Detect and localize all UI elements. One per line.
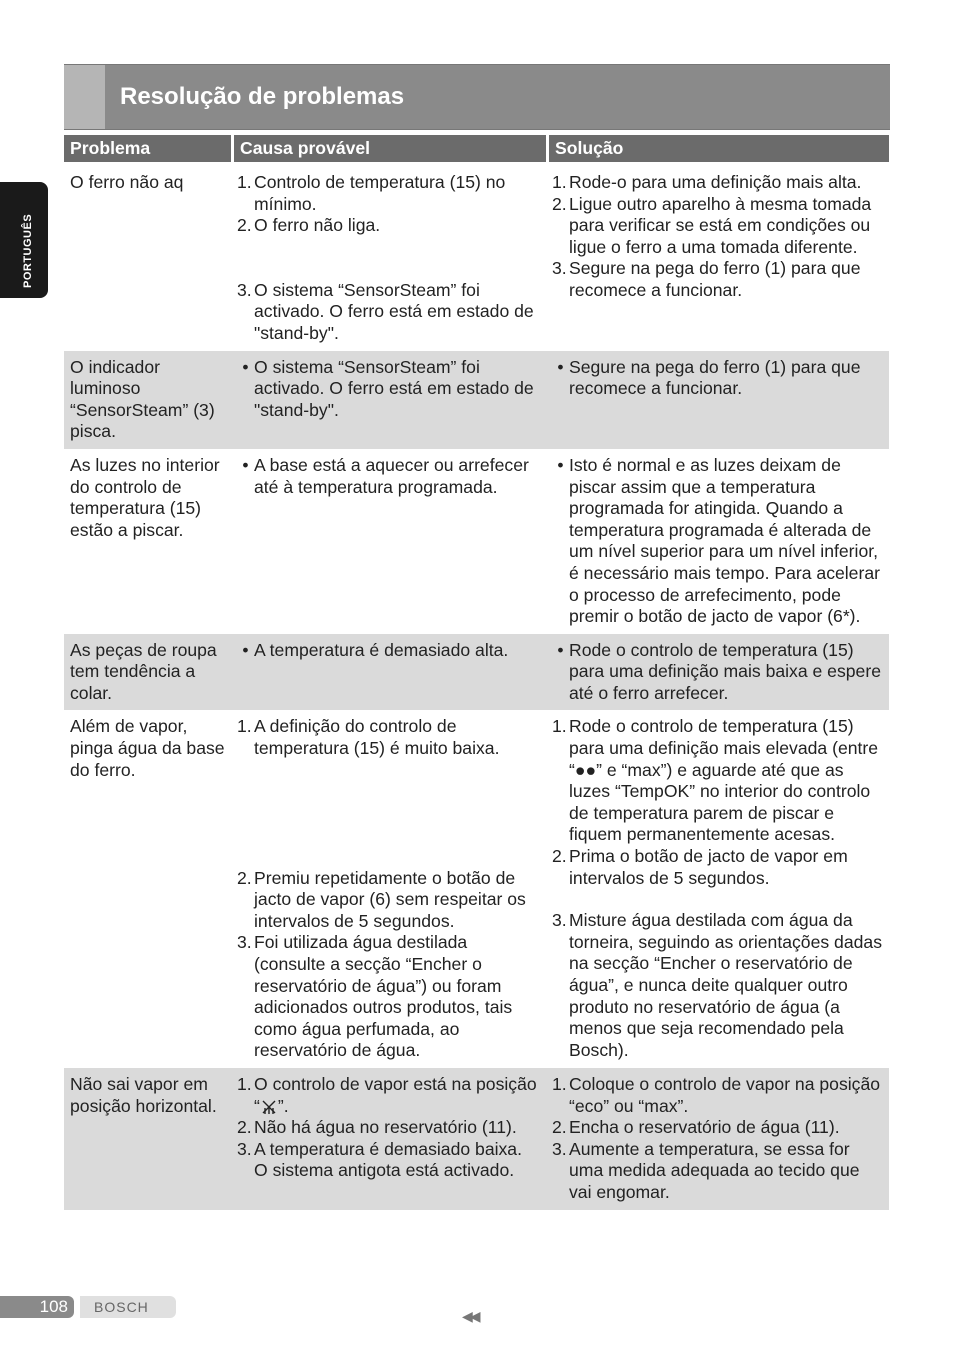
problem-cell: O indicador luminoso “SensorSteam” (3) pisca. <box>64 351 231 449</box>
cause-cell <box>231 351 546 449</box>
table-row <box>64 1068 889 1210</box>
column-header-problem: Problema <box>64 135 231 162</box>
list-item: 2. Prima o botão de jacto de vapor em intervalos de 5 segundos. <box>552 846 848 888</box>
list-item: 3. Misture água destilada com água da torneira, seguindo as orientações dadas na secção “Encher o reservatório de água”, e nunca deite qualquer outro produto no reservatório de água (a menos que seja recomendado pela Bosch). <box>552 910 882 1060</box>
list-item: 3. Segure na pega do ferro (1) para que recomece a funcionar. <box>552 258 861 300</box>
solution-cell <box>546 1068 889 1210</box>
column-header-solution: Solução <box>546 135 889 162</box>
section-banner <box>64 64 890 130</box>
problem-cell: As peças de roupa tem tendência a colar. <box>64 634 231 711</box>
table-header-row <box>64 135 889 162</box>
cause-cell <box>231 710 546 1068</box>
problem-cell: Não sai vapor em posição horizontal. <box>64 1068 231 1210</box>
table-row <box>64 710 889 1068</box>
list-item: 1. Rode-o para uma definição mais alta. <box>552 172 862 192</box>
list-item: 2. O ferro não liga. <box>237 215 381 236</box>
problem-cell: As luzes no interior do controlo de temperatura (15) estão a piscar. <box>70 454 220 540</box>
solution-cell <box>546 449 889 634</box>
list-item: • Segure na pega do ferro (1) para que recomece a funcionar. <box>557 356 861 399</box>
solution-cell <box>546 162 889 351</box>
solution-cell <box>546 634 889 711</box>
list-item: • Isto é normal e as luzes deixam de piscar assim que a temperatura programada for atingida. Quando a temperatura programada é alterada de um nível superior para um nível inferior, é necessário mais tempo. Para acelerar o processo de arrefecimento, pode premir o botão de jacto de vapor (6*). <box>557 454 880 627</box>
list-item: 2. Encha o reservatório de água (11). <box>552 1117 840 1138</box>
list-item: • Rode o controlo de temperatura (15) para uma definição mais baixa e espere até o ferro arrefecer. <box>557 639 881 703</box>
problem-cell: O ferro não aq <box>70 172 184 192</box>
table-row <box>64 351 889 449</box>
solution-cell <box>546 710 889 1068</box>
list-item: 1. Controlo de temperatura (15) no mínimo. <box>237 172 506 214</box>
troubleshooting-table <box>64 135 889 1210</box>
list-item: • O sistema “SensorSteam” foi activado. O ferro está em estado de "stand-by". <box>242 356 534 420</box>
cause-cell <box>231 449 546 634</box>
list-item: • A temperatura é demasiado alta. <box>242 639 509 660</box>
language-label: PORTUGUÊS <box>22 213 34 288</box>
list-item: 1. A definição do controlo de temperatura (15) é muito baixa. <box>237 716 500 759</box>
page-title: Resolução de problemas <box>120 83 405 110</box>
brand-label: BOSCH <box>80 1296 176 1318</box>
list-item: 1. Coloque o controlo de vapor na posição “eco” ou “max”. <box>552 1074 881 1116</box>
table-row <box>64 162 889 351</box>
list-item: 2. Não há água no reservatório (11). <box>237 1117 517 1138</box>
language-side-tab <box>0 182 48 298</box>
list-item: 1. Rode o controlo de temperatura (15) para uma definição mais elevada (entre “●●” e “max”) e aguarde até que as luzes “TempOK” no interior do controlo de temperatura parem de piscar e fiquem permanentemente acesas. <box>552 716 879 845</box>
list-item: 3. O sistema “SensorSteam” foi activado. O ferro está em estado de "stand-by". <box>237 279 534 343</box>
list-item: • A base está a aquecer ou arrefecer até à temperatura programada. <box>242 454 529 497</box>
previous-page-icon: ◀◀ <box>462 1308 478 1324</box>
solution-cell <box>546 351 889 449</box>
table-row <box>64 449 889 634</box>
list-item: 2. Ligue outro aparelho à mesma tomada para verificar se está em condições ou ligue o ferro a uma tomada diferente. <box>552 193 872 257</box>
column-header-cause: Causa provável <box>231 135 546 162</box>
page-number: 108 <box>0 1296 74 1318</box>
list-item: 3. Foi utilizada água destilada (consulte a secção “Encher o reservatório de água”) ou foram adicionados outros produtos, tais como água perfumada, ao reservatório de água. <box>237 932 513 1061</box>
list-item: 3. A temperatura é demasiado baixa. O sistema antigota está activado. <box>237 1138 522 1181</box>
list-item: 1. O controlo de vapor está na posição “ ”. <box>237 1074 537 1116</box>
cause-cell <box>231 162 546 351</box>
table-row <box>64 634 889 711</box>
problem-cell: Além de vapor, pinga água da base do ferro. <box>70 716 225 780</box>
list-item: 2. Premiu repetidamente o botão de jacto de vapor (6) sem respeitar os intervalos de 5 segundos. <box>237 867 526 931</box>
cause-cell <box>231 634 546 711</box>
banner-tab <box>64 65 105 129</box>
no-steam-icon <box>260 1099 278 1115</box>
cause-cell <box>231 1068 546 1210</box>
list-item: 3. Aumente a temperatura, se essa for uma medida adequada ao tecido que vai engomar. <box>552 1138 860 1202</box>
